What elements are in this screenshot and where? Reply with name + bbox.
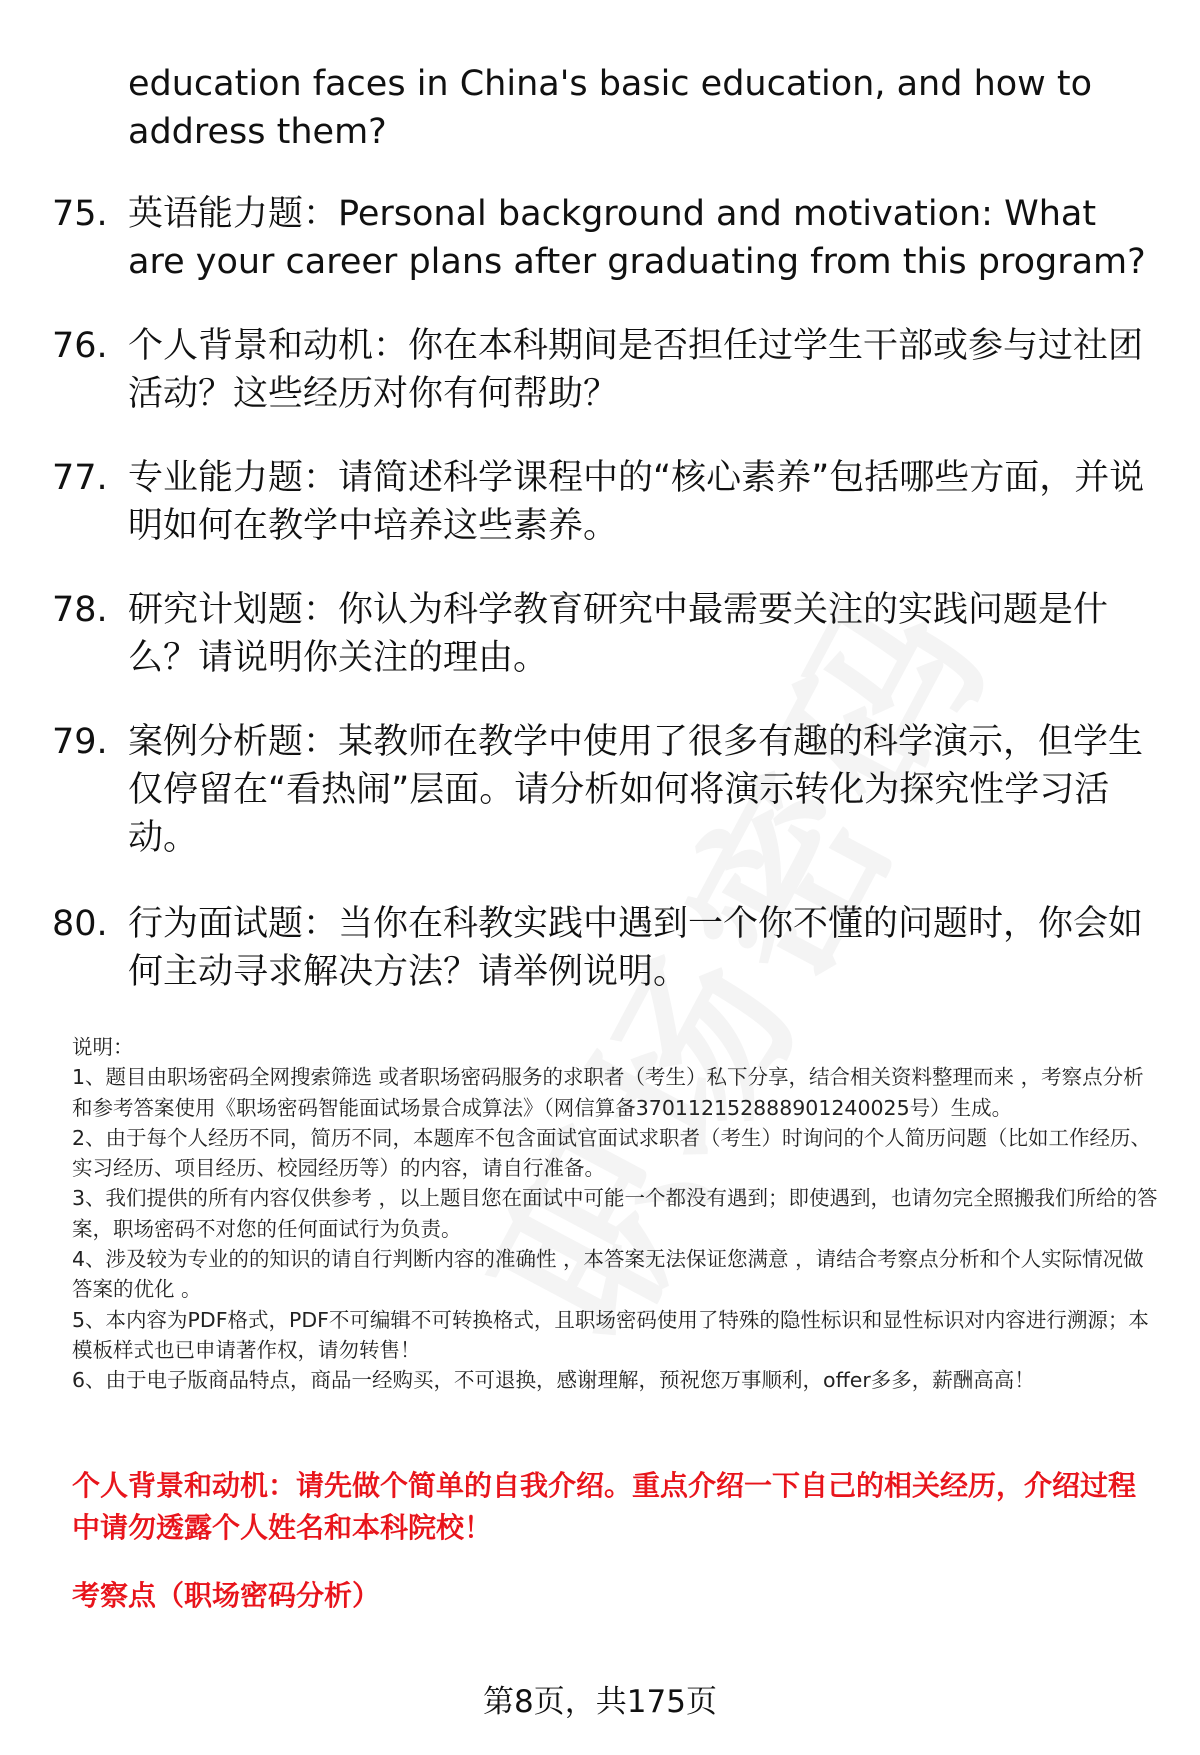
question-item — [0, 900, 1200, 1032]
question-number: 78. — [52, 590, 108, 630]
note-item: 3、我们提供的所有内容仅供参考 ，以上题目您在面试中可能一个都没有遇到；即使遇到，也请勿完全照搬我们所给的答案，职场密码不对您的任何面试行为负责。 — [72, 1186, 1158, 1241]
question-text: 研究计划题：你认为科学教育研究中最需要关注的实践问题是什么？请说明你关注的理由。 — [128, 590, 1109, 678]
question-number: 75. — [52, 194, 108, 234]
question-text: 案例分析题：某教师在教学中使用了很多有趣的科学演示，但学生仅停留在“看热闹”层面。请分析如何将演示转化为探究性学习活动。 — [128, 722, 1144, 858]
question-number: 77. — [52, 458, 108, 498]
question-text: 个人背景和动机：你在本科期间是否担任过学生干部或参与过社团活动？这些经历对你有何帮助？ — [128, 326, 1144, 414]
question-item — [0, 190, 1200, 322]
question-number: 80. — [52, 904, 108, 944]
intro-question: 个人背景和动机：请先做个简单的自我介绍。重点介绍一下自己的相关经历，介绍过程中请勿透露个人姓名和本科院校！ — [72, 1469, 1137, 1544]
question-text: 英语能力题：Personal background and motivation: What are your career plans after graduating from this program? — [128, 194, 1146, 282]
note-item: 6、由于电子版商品特点，商品一经购买，不可退换，感谢理解，预祝您万事顺利，offer多多，薪酬高高！ — [72, 1368, 1035, 1393]
question-item — [0, 454, 1200, 586]
note-item: 1、题目由职场密码全网搜索筛选 或者职场密码服务的求职者（考生）私下分享，结合相关资料整理而来 ，考察点分析和参考答案使用《职场密码智能面试场景合成算法》（网信算备370112152888901240025号）生成。 — [72, 1065, 1144, 1120]
question-item — [0, 322, 1200, 454]
question-item — [0, 718, 1200, 900]
page-footer: 第8页，共175页 — [483, 1684, 717, 1720]
note-item: 4、涉及较为专业的的知识的请自行判断内容的准确性 ，本答案无法保证您满意 ，请结合考察点分析和个人实际情况做答案的优化 。 — [72, 1247, 1144, 1302]
question-text: 行为面试题：当你在科教实践中遇到一个你不懂的问题时，你会如何主动寻求解决方法？请举例说明。 — [128, 904, 1144, 992]
question-text: 专业能力题：请简述科学课程中的“核心素养”包括哪些方面，并说明如何在教学中培养这些素养。 — [128, 458, 1145, 546]
question-item — [0, 586, 1200, 718]
notes-section — [72, 1032, 1160, 1396]
note-item: 2、由于每个人经历不同，简历不同，本题库不包含面试官面试求职者（考生）时询问的个人简历问题（比如工作经历、实习经历、项目经历、校园经历等）的内容，请自行准备。 — [72, 1125, 1152, 1181]
note-item: 5、本内容为PDF格式，PDF不可编辑不可转换格式，且职场密码使用了特殊的隐性标识和显性标识对内容进行溯源；本模板样式也已申请著作权，请勿转售！ — [72, 1307, 1149, 1362]
previous-question-continuation: education faces in China's basic education, and how to address them? — [128, 64, 1093, 152]
question-number: 76. — [52, 326, 108, 366]
focus-heading: 考察点（职场密码分析） — [72, 1579, 381, 1612]
notes-title: 说明： — [72, 1035, 134, 1059]
question-list — [0, 190, 1200, 1032]
question-number: 79. — [52, 722, 108, 762]
